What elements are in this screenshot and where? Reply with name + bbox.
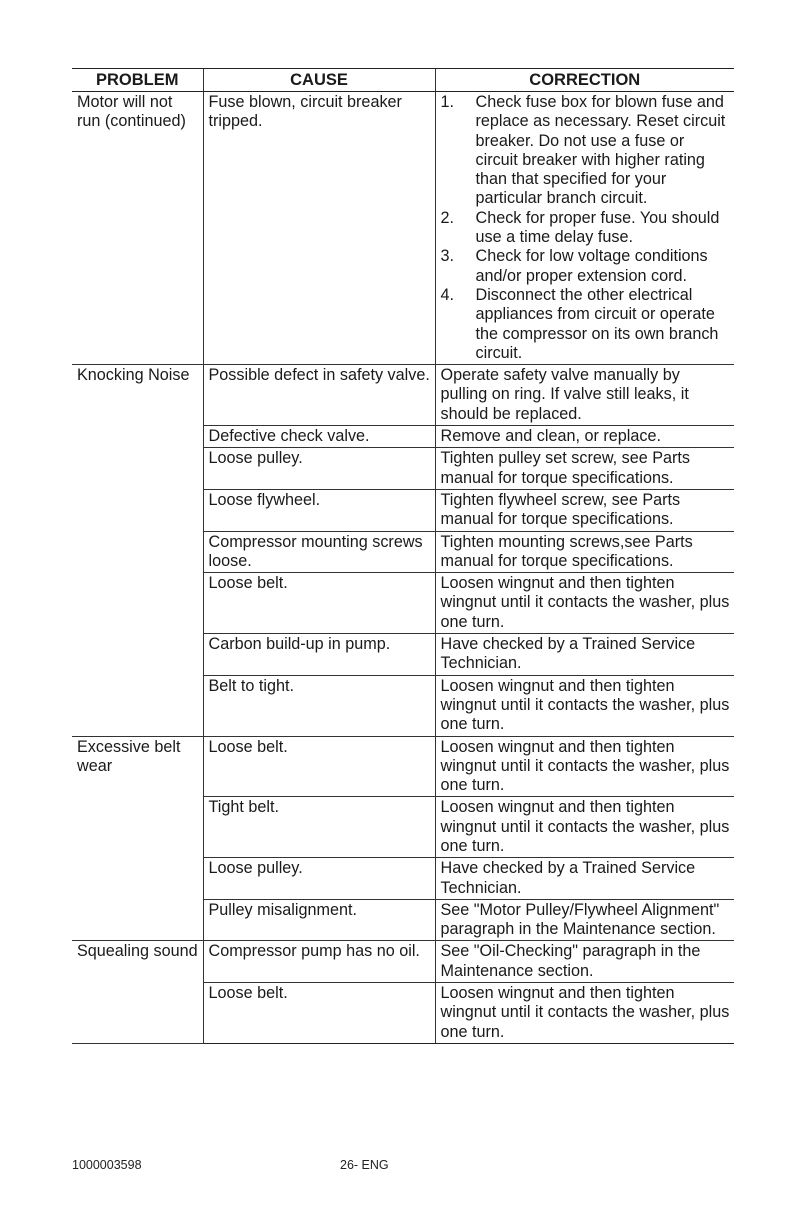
problem-cell: Motor will not run (continued) [72, 92, 203, 365]
page-number: 26- ENG [340, 1158, 389, 1172]
correction-cell: Tighten mounting screws,see Parts manual for torque specifications. [435, 531, 734, 573]
cause-cell: Compressor mounting screws loose. [203, 531, 435, 573]
correction-cell: Loosen wingnut and then tighten wingnut until it contacts the washer, plus one turn. [435, 573, 734, 634]
correction-step [441, 209, 731, 248]
step-number: 2. [440, 208, 455, 227]
step-number: 3. [440, 247, 455, 266]
table-header-row [72, 69, 734, 92]
cause-cell: Loose belt. [203, 573, 435, 634]
cause-cell: Fuse blown, circuit breaker tripped. [203, 92, 435, 365]
step-text: Check for low voltage conditions and/or proper extension cord. [475, 247, 708, 285]
correction-cell: Loosen wingnut and then tighten wingnut until it contacts the washer, plus one turn. [435, 736, 734, 797]
correction-cell: Loosen wingnut and then tighten wingnut until it contacts the washer, plus one turn. [435, 675, 734, 736]
cause-cell: Loose belt. [203, 983, 435, 1044]
correction-steps-list [441, 93, 731, 363]
correction-cell: Tighten pulley set screw, see Parts manual for torque specifications. [435, 448, 734, 490]
problem-cell: Knocking Noise [72, 365, 203, 736]
cause-cell: Tight belt. [203, 797, 435, 858]
correction-cell: Have checked by a Trained Service Technician. [435, 634, 734, 676]
troubleshooting-table [72, 68, 734, 1044]
cause-cell: Carbon build-up in pump. [203, 634, 435, 676]
correction-cell: See "Oil-Checking" paragraph in the Maintenance section. [435, 941, 734, 983]
cause-header: CAUSE [203, 69, 435, 92]
problem-cell: Excessive belt wear [72, 736, 203, 941]
correction-step [441, 247, 731, 286]
cause-cell: Belt to tight. [203, 675, 435, 736]
correction-step [441, 93, 731, 209]
table-body [72, 92, 734, 1044]
correction-cell: Have checked by a Trained Service Technician. [435, 858, 734, 900]
correction-cell [435, 92, 734, 365]
step-text: Disconnect the other electrical appliances from circuit or operate the compressor on its own branch circuit. [475, 285, 719, 362]
document-code: 1000003598 [72, 1158, 142, 1172]
correction-cell: Tighten flywheel screw, see Parts manual for torque specifications. [435, 489, 734, 531]
table-row [72, 92, 734, 365]
step-text: Check fuse box for blown fuse and replace as necessary. Reset circuit breaker. Do not use a fuse or circuit breaker with higher rating than that specified for your particular branch circuit. [475, 93, 726, 208]
step-number: 4. [440, 285, 455, 304]
table-row [72, 736, 734, 797]
step-text: Check for proper fuse. You should use a time delay fuse. [475, 208, 720, 247]
correction-cell: Loosen wingnut and then tighten wingnut until it contacts the washer, plus one turn. [435, 797, 734, 858]
correction-cell: Operate safety valve manually by pulling on ring. If valve still leaks, it should be replaced. [435, 365, 734, 426]
correction-step [441, 286, 731, 363]
correction-cell: Remove and clean, or replace. [435, 426, 734, 448]
cause-cell: Loose pulley. [203, 858, 435, 900]
table-row [72, 365, 734, 426]
cause-cell: Compressor pump has no oil. [203, 941, 435, 983]
cause-cell: Loose pulley. [203, 448, 435, 490]
problem-cell: Squealing sound [72, 941, 203, 1043]
cause-cell: Pulley misalignment. [203, 899, 435, 941]
correction-cell: See "Motor Pulley/Flywheel Alignment" paragraph in the Maintenance section. [435, 899, 734, 941]
step-number: 1. [440, 93, 455, 111]
correction-cell: Loosen wingnut and then tighten wingnut until it contacts the washer, plus one turn. [435, 983, 734, 1044]
cause-cell: Possible defect in safety valve. [203, 365, 435, 426]
cause-cell: Loose belt. [203, 736, 435, 797]
table-row [72, 941, 734, 983]
correction-header: CORRECTION [435, 69, 734, 92]
problem-header: PROBLEM [72, 69, 203, 92]
cause-cell: Loose flywheel. [203, 489, 435, 531]
cause-cell: Defective check valve. [203, 426, 435, 448]
